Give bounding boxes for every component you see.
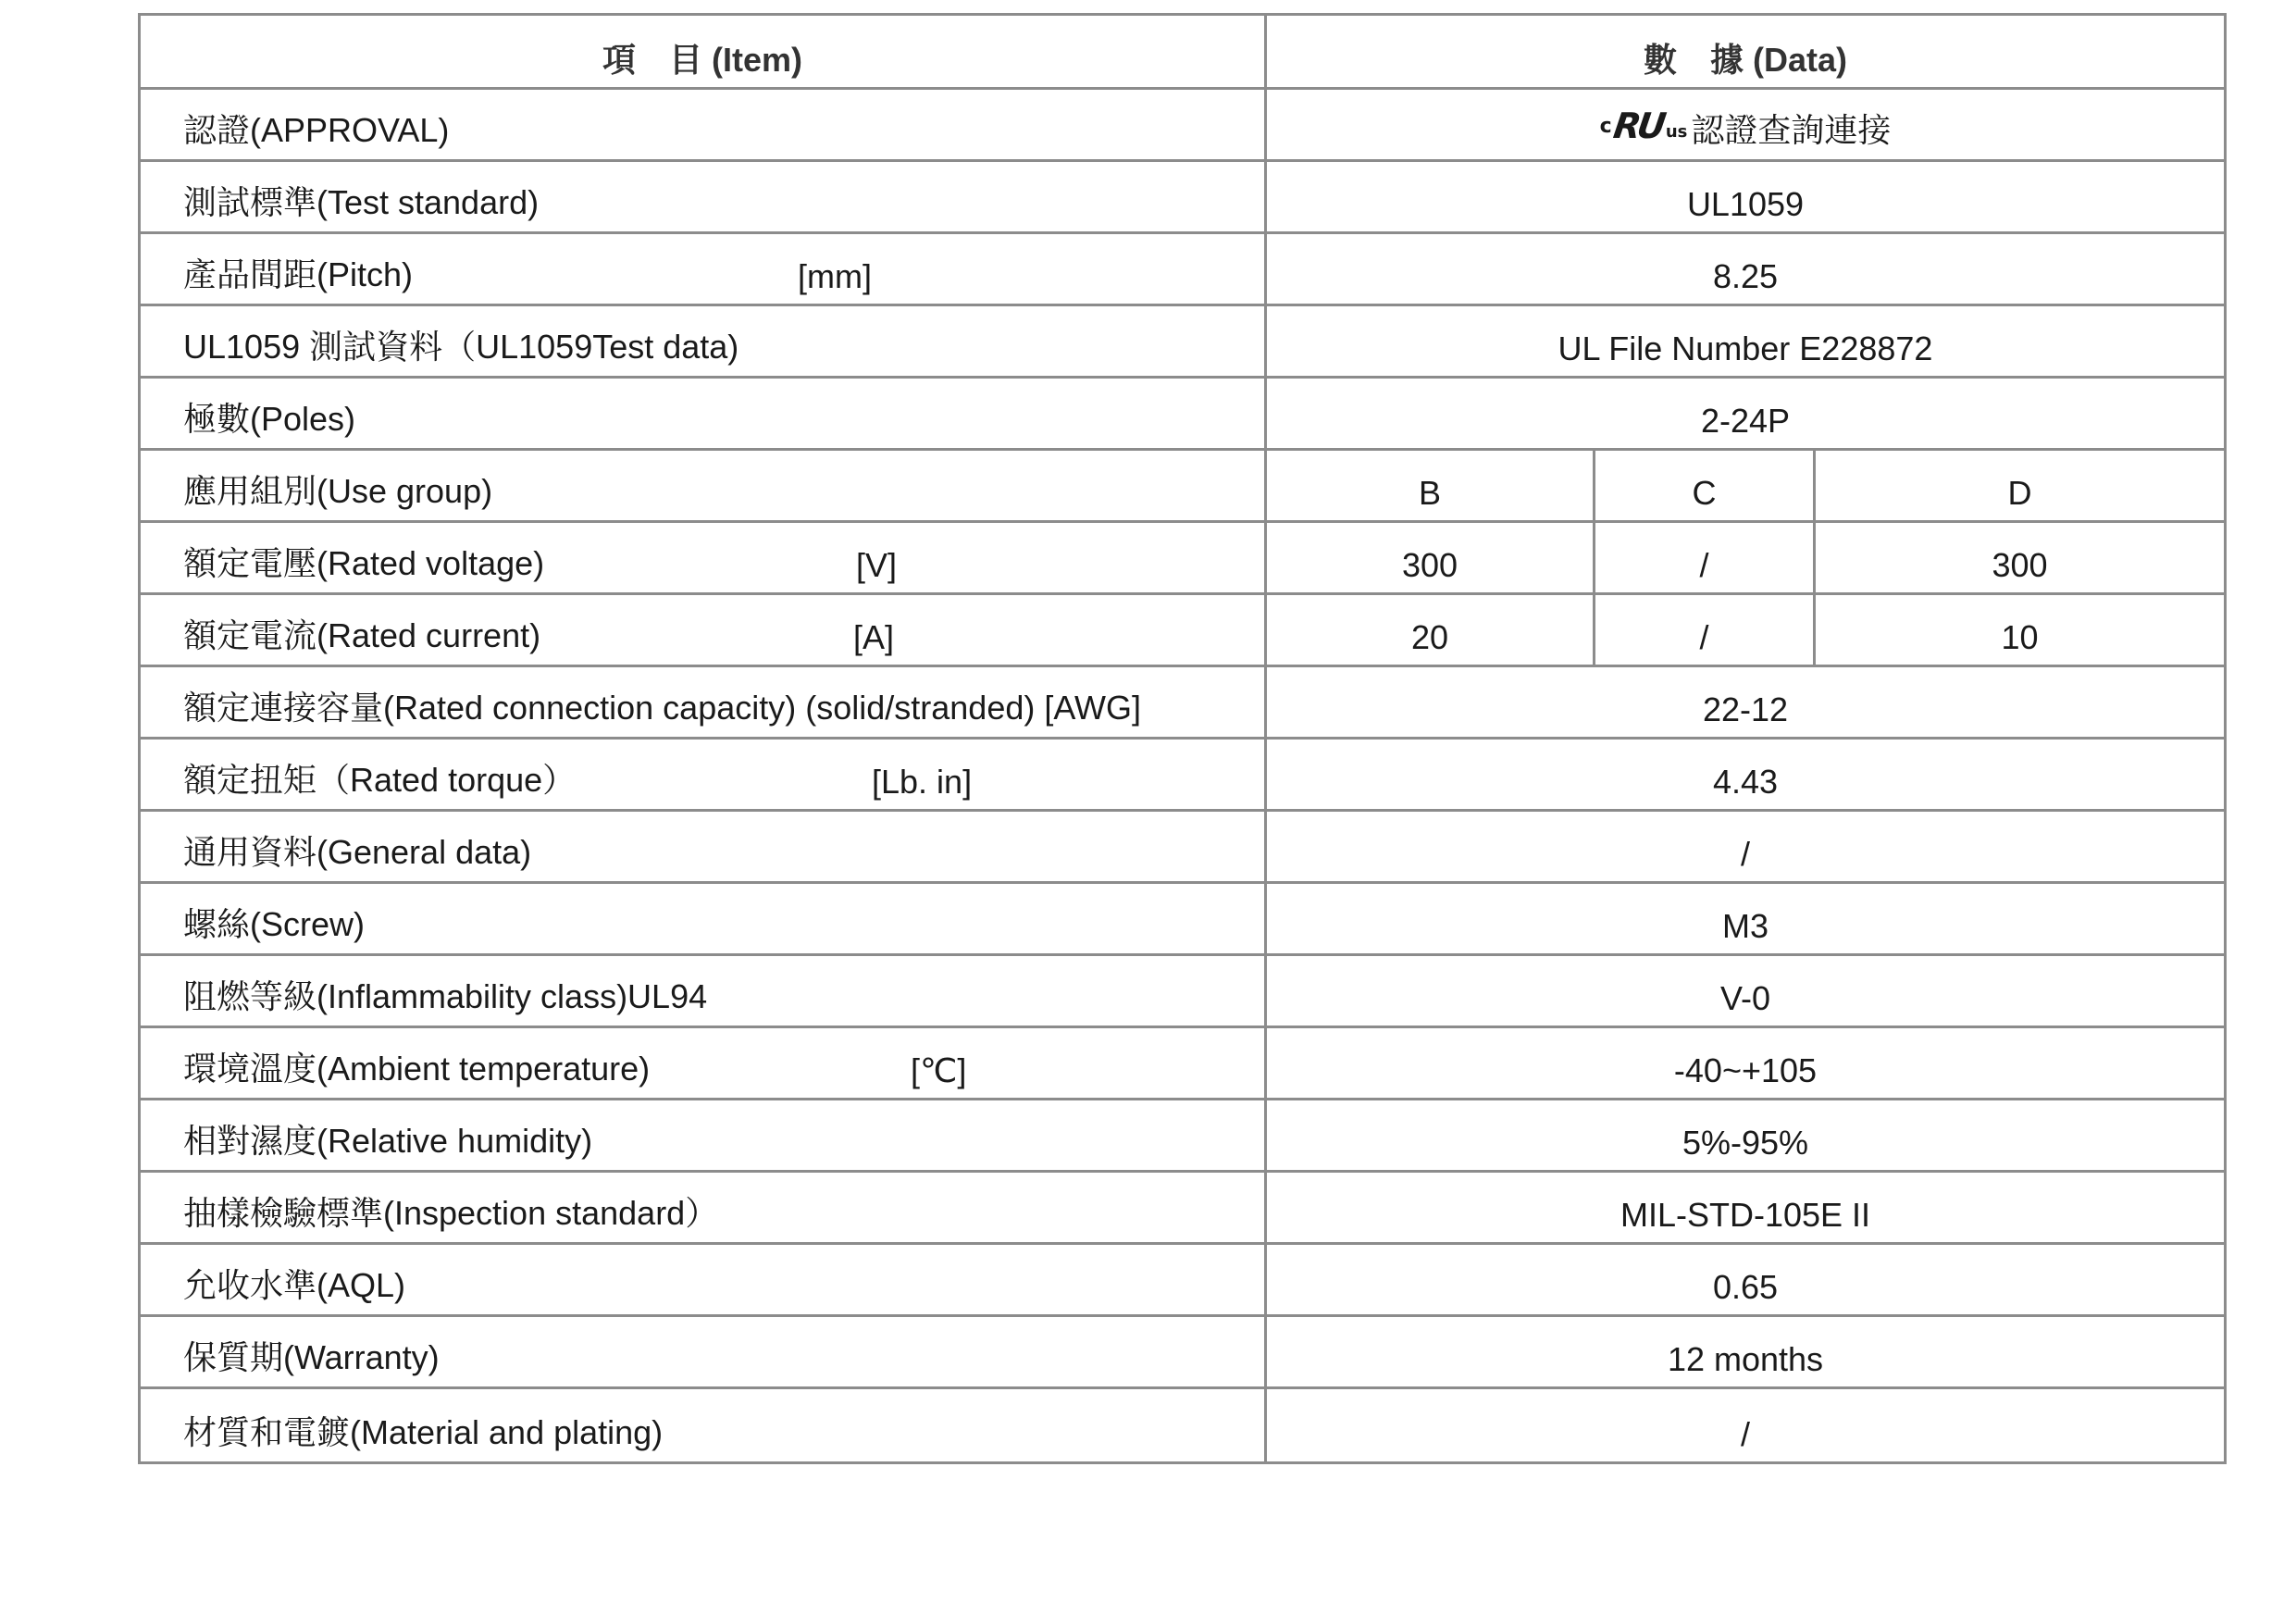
- row-value: V-0: [1719, 979, 1771, 1017]
- row-value: 12 months: [1667, 1340, 1824, 1378]
- table-row-use-group: [141, 448, 2224, 520]
- row-value: MIL-STD-105E II: [1620, 1196, 1871, 1234]
- table-row-test-data: [141, 304, 2224, 376]
- table-row-test-standard: [141, 159, 2224, 231]
- row-value: -40~+105: [1673, 1051, 1818, 1089]
- table-row-flammability: [141, 953, 2224, 1026]
- row-value: UL1059: [1686, 185, 1805, 223]
- table-row-pitch: [141, 231, 2224, 304]
- group-d-value: 300: [1992, 546, 2048, 584]
- table-row-ambient-temperature: [141, 1026, 2224, 1098]
- header-data-label: 數 據 (Data): [1643, 41, 1847, 79]
- table-row-aql: [141, 1242, 2224, 1314]
- row-label: 材質和電鍍(Material and plating): [183, 1413, 664, 1451]
- row-unit: [℃]: [911, 1051, 967, 1089]
- row-label: 相對濕度(Relative humidity): [183, 1122, 593, 1160]
- row-value: 4.43: [1712, 763, 1779, 801]
- group-b-value: B: [1418, 474, 1441, 512]
- row-label: 應用組別(Use group): [183, 472, 493, 510]
- table-row-humidity: [141, 1098, 2224, 1170]
- table-row-general-data: [141, 809, 2224, 881]
- row-value: /: [1740, 835, 1750, 873]
- ul-certification-logo-icon: c RU us: [1599, 106, 1688, 146]
- row-label: UL1059 測試資料（UL1059Test data): [183, 328, 739, 366]
- group-c-value: /: [1699, 546, 1709, 584]
- header-item-label: 項 目 (Item): [602, 41, 802, 79]
- table-row-warranty: [141, 1314, 2224, 1386]
- row-label: 額定扭矩（Rated torque）: [183, 761, 577, 799]
- row-value: 2-24P: [1700, 402, 1791, 440]
- approval-link-text[interactable]: 認證查詢連接: [1691, 111, 1892, 149]
- row-label: 阻燃等級(Inflammability class)UL94: [183, 977, 708, 1015]
- row-label: 極數(Poles): [183, 400, 356, 438]
- row-label: 環境溫度(Ambient temperature): [183, 1050, 651, 1088]
- row-label: 認證(APPROVAL): [183, 111, 450, 149]
- table-row-inspection-standard: [141, 1170, 2224, 1242]
- group-d-value: 10: [2001, 618, 2039, 656]
- group-c-value: C: [1692, 474, 1717, 512]
- row-unit: [mm]: [798, 257, 872, 295]
- header-item-cell: [141, 16, 1267, 87]
- table-row-rated-voltage: [141, 520, 2224, 592]
- row-value: 22-12: [1702, 690, 1789, 728]
- row-label: 額定電壓(Rated voltage): [183, 544, 545, 582]
- row-unit: [A]: [853, 618, 895, 656]
- row-value: M3: [1721, 907, 1769, 945]
- row-unit: [Lb. in]: [872, 763, 973, 801]
- table-row-screw: [141, 881, 2224, 953]
- table-row-connection-capacity: [141, 665, 2224, 737]
- spec-table: [138, 13, 2227, 1464]
- row-label: 保質期(Warranty): [183, 1338, 440, 1376]
- row-label: 通用資料(General data): [183, 833, 532, 871]
- table-row-approval: [141, 87, 2224, 159]
- group-c-value: /: [1699, 618, 1709, 656]
- row-label: 測試標準(Test standard): [183, 183, 540, 221]
- table-header-row: [141, 16, 2224, 87]
- row-label: 額定電流(Rated current): [183, 616, 541, 654]
- row-value: 0.65: [1712, 1268, 1779, 1306]
- row-label: 允收水準(AQL): [183, 1266, 406, 1304]
- row-value: 8.25: [1712, 257, 1779, 295]
- row-label: 產品間距(Pitch): [183, 255, 414, 293]
- row-unit: [V]: [856, 546, 898, 584]
- group-d-value: D: [2007, 474, 2032, 512]
- row-value: 5%-95%: [1682, 1124, 1809, 1162]
- table-row-rated-torque: [141, 737, 2224, 809]
- row-label: 額定連接容量(Rated connection capacity) (solid/stranded) [AWG]: [183, 689, 1142, 727]
- header-data-cell: [1267, 16, 2224, 87]
- row-label: 螺絲(Screw): [183, 905, 365, 943]
- approval-link[interactable]: [1267, 90, 2224, 159]
- table-row-rated-current: [141, 592, 2224, 665]
- row-label: 抽樣檢驗標準(Inspection standard）: [183, 1194, 719, 1232]
- row-value: /: [1740, 1415, 1750, 1453]
- table-row-material: [141, 1386, 2224, 1461]
- row-value: UL File Number E228872: [1558, 329, 1933, 367]
- group-b-value: 20: [1410, 618, 1449, 656]
- group-b-value: 300: [1401, 546, 1458, 584]
- table-row-poles: [141, 376, 2224, 448]
